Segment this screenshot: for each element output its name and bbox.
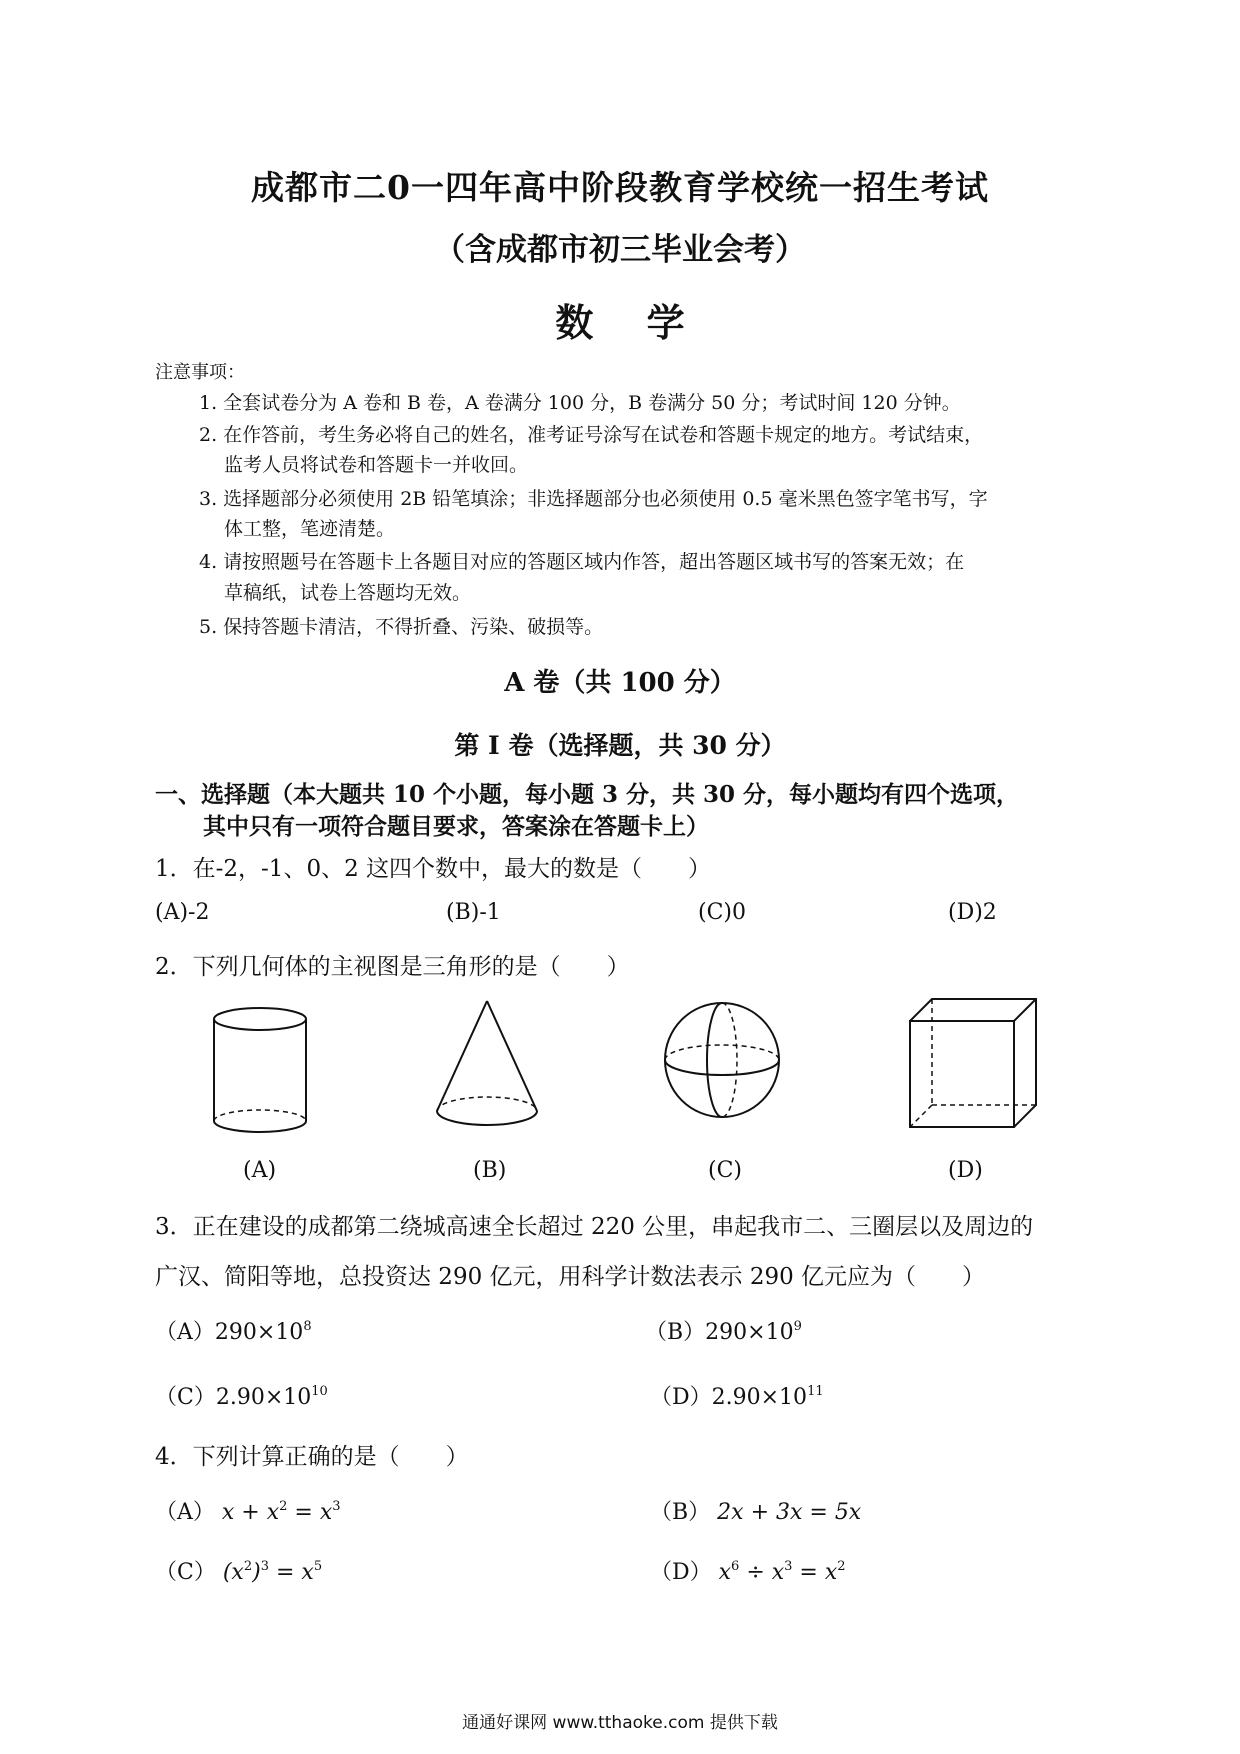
q4-option-b: （B） 2x + 3x = 5x xyxy=(650,1500,862,1525)
cube-figure xyxy=(905,995,1045,1135)
cylinder-figure xyxy=(205,1005,315,1140)
question-4: 4．下列计算正确的是（ ） xyxy=(155,1444,469,1470)
subject-title: 数 学 xyxy=(555,300,685,345)
note-item: 2. 在作答前，考生务必将自己的姓名，准考证号涂写在试卷和答题卡规定的地方。考试结束， xyxy=(199,424,984,446)
q2-label-d: (D) xyxy=(948,1158,983,1183)
note-item: 体工整，笔迹清楚。 xyxy=(224,518,396,540)
q4-option-a: （A） $x + x^2 = x^3$ xyxy=(155,1499,341,1525)
q2-label-a: (A) xyxy=(243,1158,277,1183)
exam-title: 成都市二0一四年高中阶段教育学校统一招生考试 xyxy=(251,168,989,207)
q4-option-c: （C） $(x^2)^3 = x^5$ xyxy=(155,1559,323,1585)
q3-option-c: $(C)2.90\times 10^{10}$ xyxy=(155,1384,328,1410)
q2-label-b: (B) xyxy=(473,1158,507,1183)
part-1-title: 第 I 卷（选择题，共 30 分） xyxy=(454,731,786,760)
cone-figure xyxy=(430,995,545,1140)
q1-option-c: (C)0 xyxy=(698,900,746,925)
q1-option-d: (D)2 xyxy=(948,900,997,925)
q3-option-a: $(A)290\times 10^8$ xyxy=(155,1319,312,1345)
note-item: 1. 全套试卷分为 A 卷和 B 卷，A 卷满分 100 分，B 卷满分 50 分；考试时间 120 分钟。 xyxy=(199,392,961,414)
q2-label-c: (C) xyxy=(708,1158,742,1183)
q4-option-d: （D） $x^6 \div x^3 = x^2$ xyxy=(650,1559,846,1585)
question-1: 1．在-2，-1、0、2 这四个数中，最大的数是（ ） xyxy=(155,856,712,882)
choice-instructions: 一、选择题（本大题共 10 个小题，每小题 3 分，共 30 分，每小题均有四个选项， xyxy=(155,781,1020,808)
question-2: 2．下列几何体的主视图是三角形的是（ ） xyxy=(155,954,630,980)
exam-subtitle: （含成都市初三毕业会考） xyxy=(434,232,806,268)
sphere-figure xyxy=(660,998,785,1123)
section-a-title: A 卷（共 100 分） xyxy=(504,668,736,698)
footer-watermark: 通通好课网 www.tthaoke.com 提供下载 xyxy=(462,1713,778,1733)
q1-option-a: (A)-2 xyxy=(155,900,210,925)
note-item: 监考人员将试卷和答题卡一并收回。 xyxy=(224,454,529,476)
note-item: 4. 请按照题号在答题卡上各题目对应的答题区域内作答，超出答题区域书写的答案无效；在 xyxy=(199,551,965,573)
choice-instructions-cont: 其中只有一项符合题目要求，答案涂在答题卡上） xyxy=(203,813,709,840)
q3-option-d: $(D)2.90\times 10^{11}$ xyxy=(650,1384,824,1410)
question-3: 3．正在建设的成都第二绕城高速全长超过 220 公里，串起我市二、三圈层以及周边的 xyxy=(155,1214,1034,1240)
question-3-cont: 广汉、简阳等地，总投资达 290 亿元，用科学计数法表示 290 亿元应为（ ） xyxy=(155,1264,986,1290)
q3-option-b: $(B)290\times 10^9$ xyxy=(645,1319,802,1345)
note-item: 草稿纸，试卷上答题均无效。 xyxy=(224,582,472,604)
note-item: 3. 选择题部分必须使用 2B 铅笔填涂；非选择题部分也必须使用 0.5 毫米黑色签字笔书写，字 xyxy=(199,488,988,510)
q1-option-b: (B)-1 xyxy=(446,900,501,925)
note-item: 5. 保持答题卡清洁，不得折叠、污染、破损等。 xyxy=(199,616,604,638)
notes-heading: 注意事项： xyxy=(155,362,245,383)
